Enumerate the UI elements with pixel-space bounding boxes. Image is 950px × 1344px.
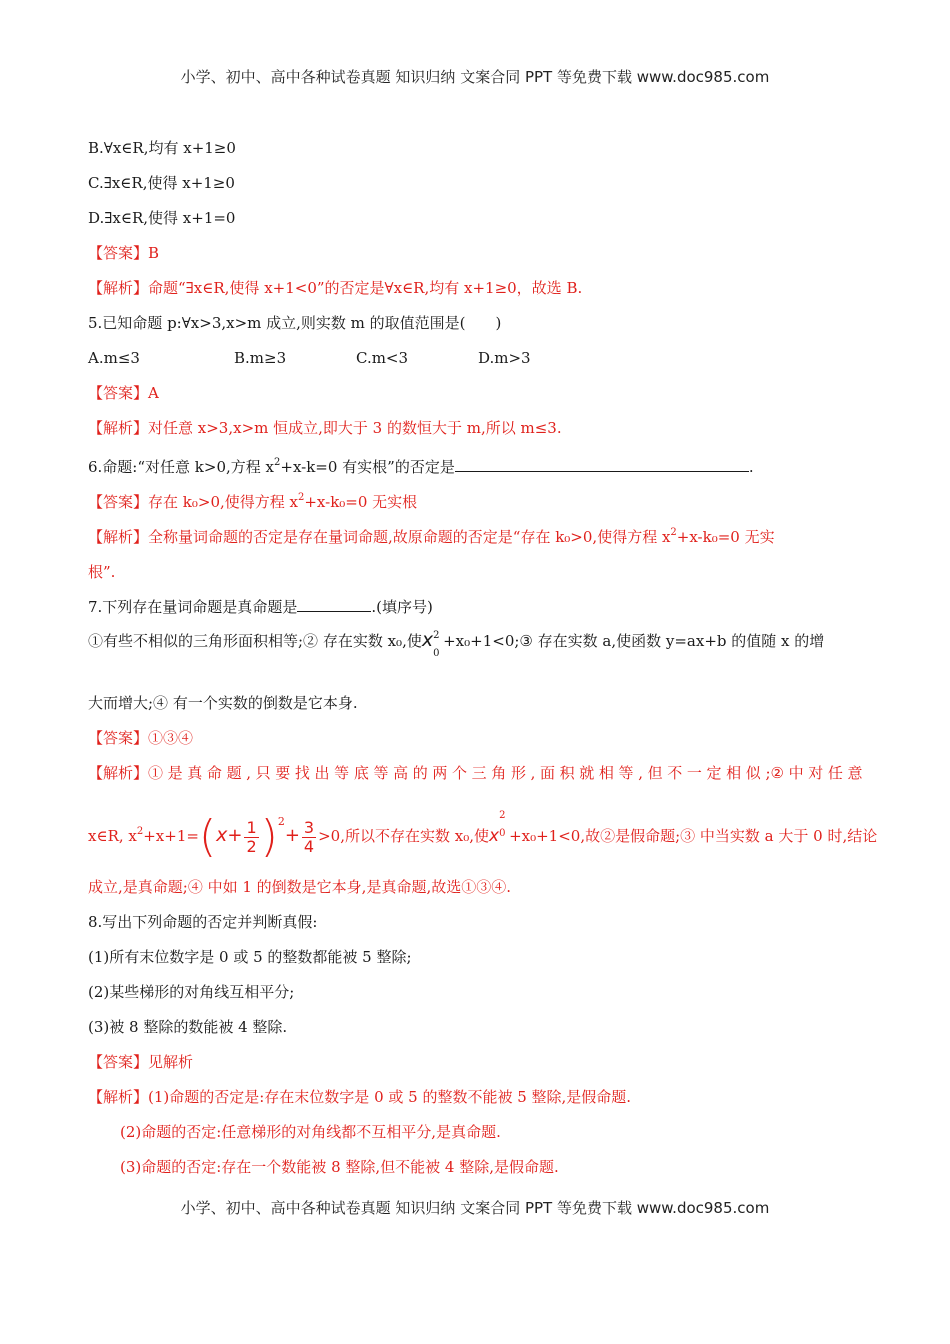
- q7-analysis-char: ,: [246, 764, 251, 782]
- q7-analysis-char: 不: [667, 764, 683, 782]
- fraction-denominator: 2: [246, 836, 257, 856]
- math-x: x: [216, 824, 228, 846]
- q7-analysis-char: 等: [334, 764, 350, 782]
- right-paren: ): [260, 811, 278, 862]
- q7-analysis-char: 等: [618, 764, 634, 782]
- q8-analysis-1: 【解析】(1)命题的否定是:存在末位数字是 0 或 5 的整数不能被 5 整除,是假命题.: [88, 1088, 632, 1106]
- q7-analysis-char: ;②: [765, 764, 784, 782]
- q6-answer-part: 【答案】存在 k₀>0,使得方程 x: [88, 493, 298, 511]
- q7-analysis-char: 一: [686, 764, 702, 782]
- q6-analysis-part: 【解析】全称量词命题的否定是存在量词命题,故原命题的否定是“存在 k₀>0,使得方程 x: [88, 528, 671, 546]
- q7-analysis-char: 形: [510, 764, 526, 782]
- fill-blank[interactable]: [455, 457, 749, 472]
- q6-analysis-part: +x-k₀=0 无实: [676, 528, 775, 546]
- q7-analysis-char: 相: [726, 764, 742, 782]
- q7-analysis-char: 积: [559, 764, 575, 782]
- q7-analysis-char: 任: [827, 764, 843, 782]
- q7-answer: 【答案】①③④: [88, 729, 194, 747]
- q5-option-c: C.m<3: [356, 349, 409, 367]
- q7-analysis-char: 对: [808, 764, 824, 782]
- q8-stem: 8.写出下列命题的否定并判断真假:: [88, 913, 318, 931]
- fill-blank[interactable]: [297, 597, 371, 612]
- superscript-two: 2: [297, 492, 305, 503]
- fraction-three-quarters: [302, 819, 316, 856]
- q7-line1-part: ①有些不相似的三角形面积相等;② 存在实数 x₀,使: [88, 632, 422, 650]
- q6-stem: [88, 453, 754, 477]
- q5-option-a: A.m≤3: [88, 349, 140, 367]
- q7-analysis-char: 但: [647, 764, 663, 782]
- q6-stem-part: 6.命题:“对任意 k>0,方程 x: [88, 458, 274, 476]
- q6-analysis: [88, 523, 775, 547]
- q7-analysis-char: 就: [579, 764, 595, 782]
- superscript-two: 2: [670, 527, 677, 538]
- q7-analysis-part: >0,所以不存在实数 x₀,使: [318, 827, 489, 845]
- q4-option-c: C.∃x∈R,使得 x+1≥0: [88, 174, 235, 192]
- q8-item-2: (2)某些梯形的对角线互相平分;: [88, 983, 295, 1001]
- fraction-numerator: 1: [246, 817, 257, 837]
- q7-analysis-char: 相: [598, 764, 614, 782]
- q7-analysis-char: 中: [788, 764, 804, 782]
- q5-answer: 【答案】A: [88, 384, 159, 402]
- q7-analysis-char: 个: [452, 764, 468, 782]
- page-header: 小学、初中、高中各种试卷真题 知识归纳 文案合同 PPT 等免费下载 www.doc985.com: [180, 68, 770, 86]
- q7-analysis-char: 两: [432, 764, 448, 782]
- q7-analysis-char: 出: [314, 764, 330, 782]
- q4-option-d: D.∃x∈R,使得 x+1=0: [88, 209, 236, 227]
- q7-analysis-char: 角: [491, 764, 507, 782]
- q7-analysis-char: 似: [745, 764, 761, 782]
- q7-analysis-line2: [88, 810, 878, 862]
- q7-analysis-char: 三: [471, 764, 487, 782]
- page-footer: 小学、初中、高中各种试卷真题 知识归纳 文案合同 PPT 等免费下载 www.doc985.com: [180, 1199, 770, 1217]
- q7-analysis-char: 命: [206, 764, 222, 782]
- q4-analysis: 【解析】命题“∃x∈R,使得 x+1<0”的否定是∀x∈R,均有 x+1≥0，故选 B.: [88, 279, 583, 297]
- q7-analysis-char: 真: [187, 764, 203, 782]
- q7-analysis-part: +x+1=: [143, 827, 199, 845]
- q7-line1: [88, 629, 825, 659]
- q7-analysis-char: 只: [255, 764, 271, 782]
- q7-analysis-char: 是: [167, 764, 183, 782]
- q6-answer-part: +x-k₀=0 无实根: [304, 493, 418, 511]
- q8-analysis-2: (2)命题的否定:任意梯形的对角线都不互相平分,是真命题.: [120, 1123, 501, 1141]
- q6-stem-end: .: [748, 458, 754, 476]
- q7-analysis-char: 高: [393, 764, 409, 782]
- q7-analysis-char: 等: [373, 764, 389, 782]
- q7-analysis-char: ,: [638, 764, 643, 782]
- math-x: x: [421, 629, 434, 651]
- q4-option-b: B.∀x∈R,均有 x+1≥0: [88, 139, 236, 157]
- q7-line1-part: +x₀+1<0;③ 存在实数 a,使函数 y=ax+b 的值随 x 的增: [443, 632, 825, 650]
- q6-answer: [88, 488, 417, 512]
- q5-analysis: 【解析】对任意 x>3,x>m 恒成立,即大于 3 的数恒大于 m,所以 m≤3.: [88, 419, 562, 437]
- q6-stem-part: +x-k=0 有实根”的否定是: [280, 458, 455, 476]
- subscript-zero: 0: [499, 828, 506, 839]
- q7-analysis-char: 的: [412, 764, 428, 782]
- q7-analysis-char: 要: [275, 764, 291, 782]
- q7-analysis-char: 定: [706, 764, 722, 782]
- q7-stem: [88, 597, 433, 617]
- q7-analysis-part: +x₀+1<0,故②是假命题;③ 中当实数 a 大于 0 时,结论: [509, 827, 878, 845]
- q8-answer: 【答案】见解析: [88, 1053, 194, 1071]
- q5-options: [88, 348, 531, 368]
- fraction-denominator: 4: [303, 836, 315, 856]
- math-x: x: [489, 826, 500, 846]
- q8-analysis-3: (3)命题的否定:存在一个数能被 8 整除,但不能被 4 整除,是假命题.: [120, 1158, 559, 1176]
- superscript-two: 2: [277, 815, 285, 828]
- q7-stem-end: .(填序号): [371, 598, 433, 616]
- q6-analysis-cont: 根”.: [88, 563, 116, 581]
- q4-answer: 【答案】B: [88, 244, 160, 262]
- q7-analysis-char: 找: [294, 764, 310, 782]
- q7-analysis-line1: [88, 763, 863, 783]
- plus-sign: +: [227, 825, 243, 846]
- q7-analysis-char: 题: [226, 764, 242, 782]
- left-paren: (: [198, 811, 217, 862]
- superscript-two: 2: [136, 826, 144, 837]
- q8-item-1: (1)所有末位数字是 0 或 5 的整数都能被 5 整除;: [88, 948, 412, 966]
- q5-option-b: B.m≥3: [234, 349, 287, 367]
- q7-analysis-char: 【解析】①: [88, 764, 164, 782]
- q8-item-3: (3)被 8 整除的数能被 4 整除.: [88, 1018, 288, 1036]
- plus-sign: +: [284, 825, 300, 846]
- q7-line2: 大而增大;④ 有一个实数的倒数是它本身.: [88, 694, 358, 712]
- q7-analysis-char: 意: [847, 764, 863, 782]
- q7-analysis-char: 面: [539, 764, 555, 782]
- q5-option-d: D.m>3: [478, 349, 531, 367]
- superscript-two: 2: [499, 810, 506, 821]
- q7-analysis-char: ,: [530, 764, 536, 782]
- q7-analysis-char: 底: [353, 764, 369, 782]
- q5-stem: 5.已知命题 p:∀x>3,x>m 成立,则实数 m 的取值范围是( ): [88, 314, 502, 332]
- q7-analysis-line3: 成立,是真命题;④ 中如 1 的倒数是它本身,是真命题,故选①③④.: [88, 878, 511, 896]
- superscript-two: 2: [433, 630, 440, 641]
- q7-stem-text: 7.下列存在量词命题是真命题是: [88, 598, 298, 616]
- q7-analysis-part: x∈R, x: [88, 827, 137, 845]
- fraction-one-half: [244, 819, 258, 856]
- superscript-two: 2: [274, 457, 281, 468]
- fraction-numerator: 3: [303, 817, 315, 837]
- subscript-zero: 0: [433, 648, 440, 659]
